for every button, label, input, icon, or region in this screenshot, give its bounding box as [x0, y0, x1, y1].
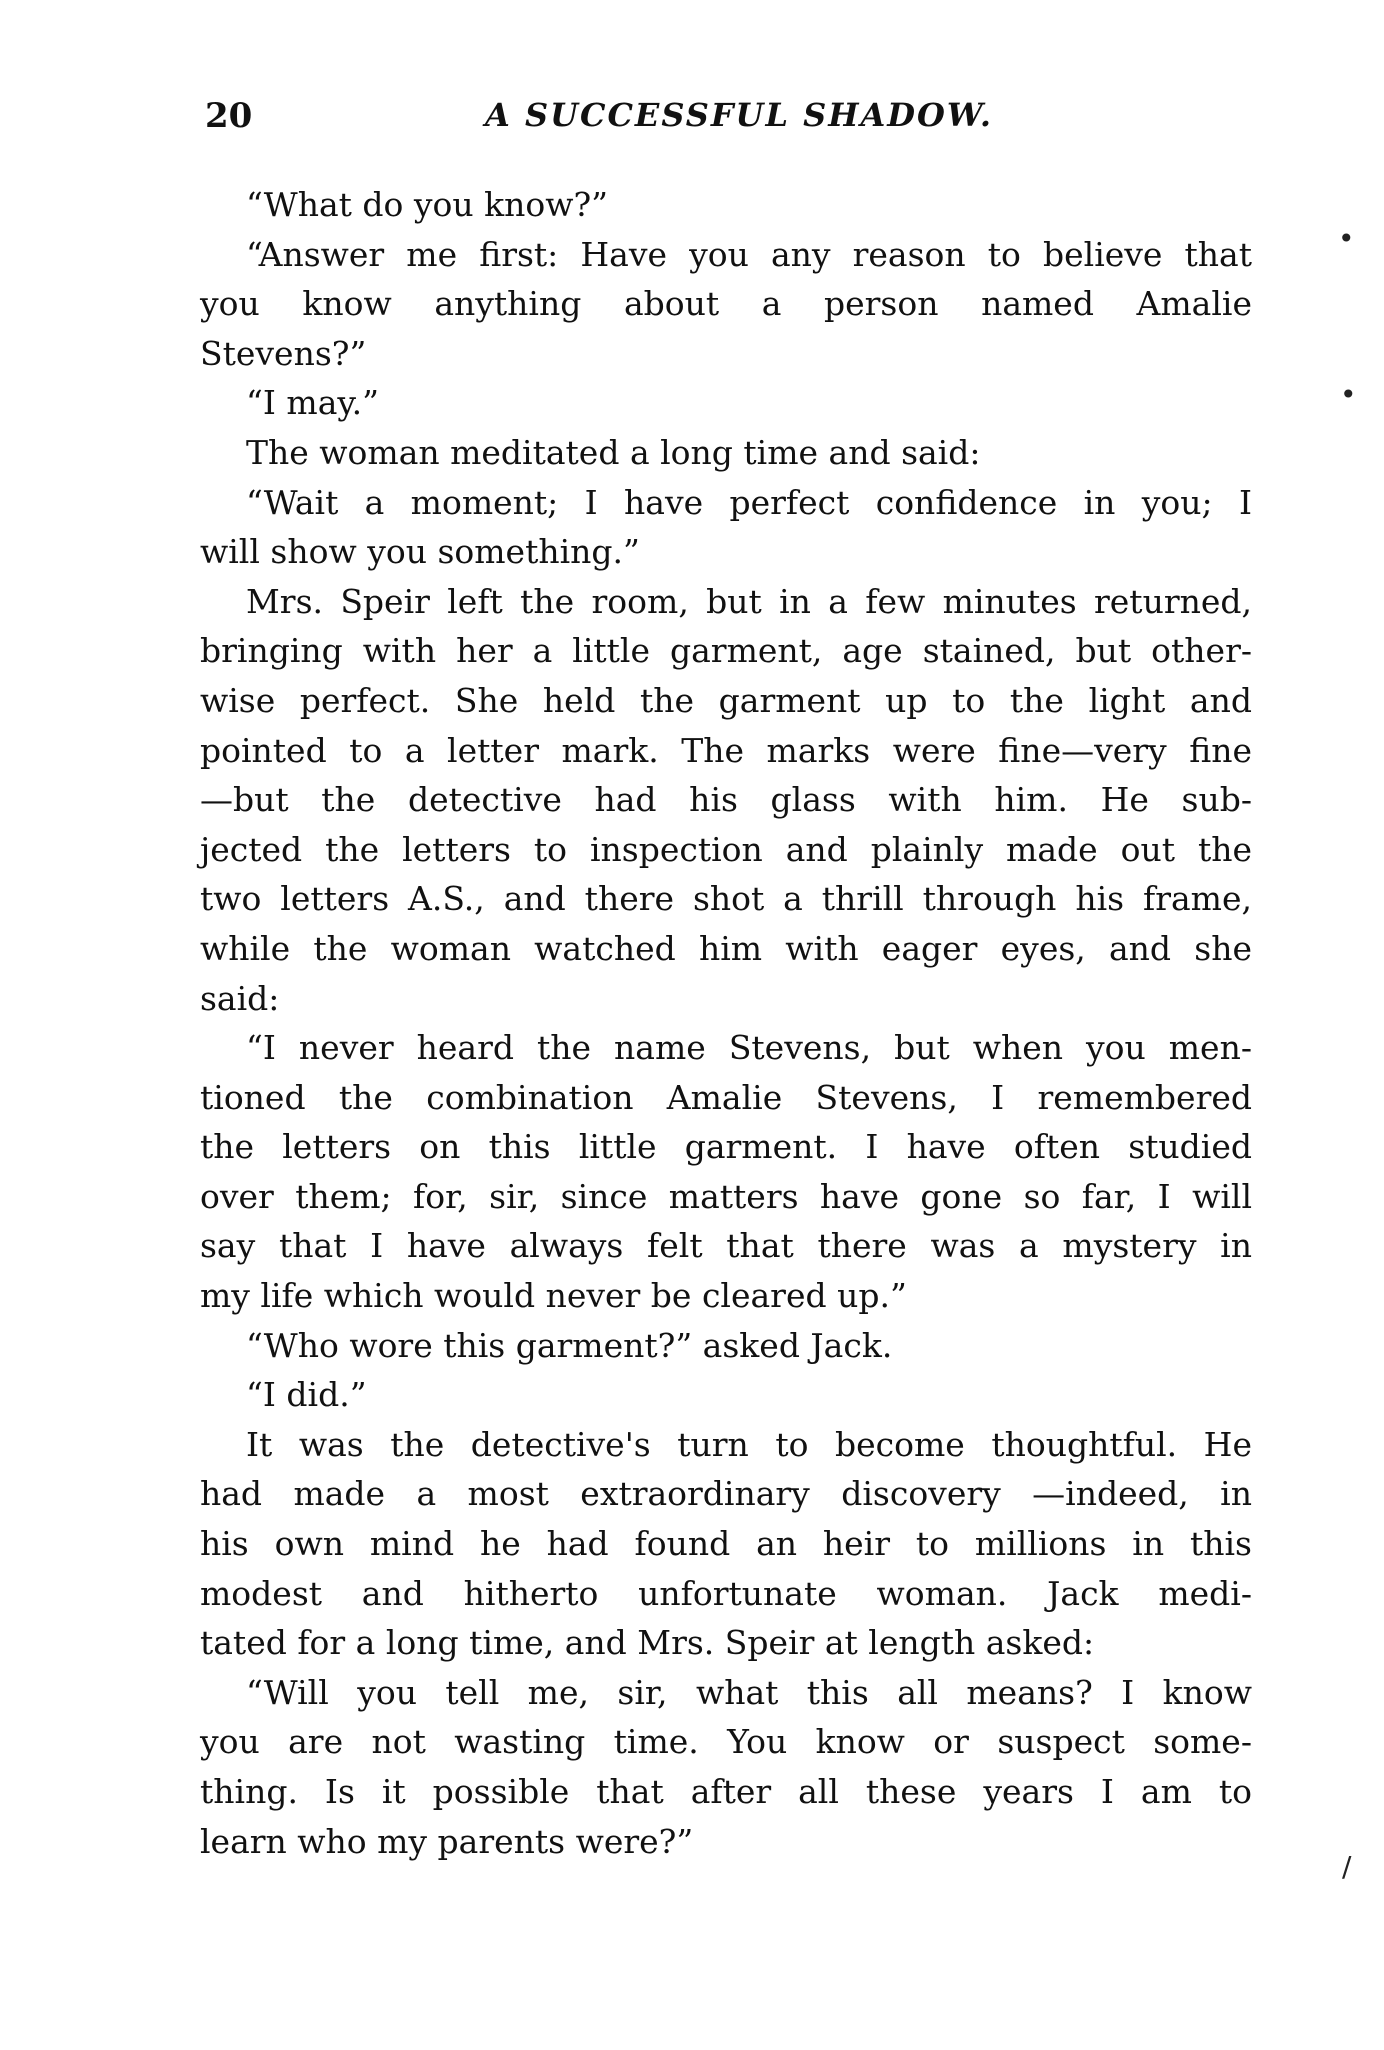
text-line: tated for a long time, and Mrs. Speir at length asked: — [200, 1623, 1095, 1663]
text-line: “I may.” — [246, 383, 379, 423]
text-line: thing. Is it possible that after all these years I am to — [200, 1772, 1252, 1811]
text-line: while the woman watched him with eager eyes, and she — [200, 928, 1252, 968]
text-line: had made a most extraordinary discovery —indeed, in — [200, 1474, 1252, 1514]
text-line: —but the detective had his glass with him. He sub- — [200, 780, 1252, 820]
text-line: over them; for, sir, since matters have gone so far, I will — [200, 1176, 1252, 1216]
text-line: tioned the combination Amalie Stevens, I remembered — [200, 1077, 1252, 1117]
text-line: say that I have always felt that there was a mystery in — [200, 1226, 1252, 1266]
text-line: pointed to a letter mark. The marks were fine—very fine — [200, 730, 1252, 770]
ink-speck-icon: • — [1340, 378, 1357, 411]
text-line: will show you something.” — [200, 532, 640, 572]
text-line: “I never heard the name Stevens, but when you men- — [246, 1028, 1252, 1068]
text-line: It was the detective's turn to become thoughtful. He — [246, 1424, 1252, 1464]
text-line: two letters A.S., and there shot a thrill through his frame, — [200, 879, 1252, 919]
text-line: Stevens?” — [200, 333, 367, 373]
running-title: A SUCCESSFUL SHADOW. — [485, 96, 993, 134]
text-line: you know anything about a person named Amalie — [200, 284, 1252, 324]
text-line: modest and hitherto unfortunate woman. Jack medi- — [200, 1573, 1252, 1613]
text-line: the letters on this little garment. I have often studied — [200, 1127, 1252, 1167]
ink-speck-icon: • — [1338, 222, 1355, 255]
text-line: wise perfect. She held the garment up to the light and — [200, 680, 1252, 720]
text-line: “Answer me first: Have you any reason to believe that — [246, 234, 1252, 274]
text-line: learn who my parents were?” — [200, 1821, 694, 1861]
text-line: bringing with her a little garment, age stained, but other- — [200, 631, 1252, 671]
page-number: 20 — [205, 96, 253, 136]
text-line: “Wait a moment; I have perfect confidence in you; I — [246, 482, 1252, 522]
text-line: Mrs. Speir left the room, but in a few minutes returned, — [246, 581, 1252, 621]
text-line: my life which would never be cleared up.” — [200, 1276, 907, 1316]
body-text — [200, 180, 1252, 1866]
text-line: jected the letters to inspection and plainly made out the — [200, 829, 1252, 869]
text-line: “Who wore this garment?” asked Jack. — [246, 1325, 893, 1365]
text-line: The woman meditated a long time and said: — [246, 432, 981, 472]
text-line: “I did.” — [246, 1375, 367, 1415]
text-line: “Will you tell me, sir, what this all means? I know — [246, 1672, 1252, 1712]
text-line: his own mind he had found an heir to millions in this — [200, 1524, 1252, 1564]
text-line: said: — [200, 978, 280, 1018]
ink-speck-icon: / — [1342, 1850, 1352, 1883]
page-header — [205, 96, 1250, 146]
text-line: “What do you know?” — [246, 185, 609, 224]
text-line: you are not wasting time. You know or suspect some- — [200, 1722, 1252, 1762]
